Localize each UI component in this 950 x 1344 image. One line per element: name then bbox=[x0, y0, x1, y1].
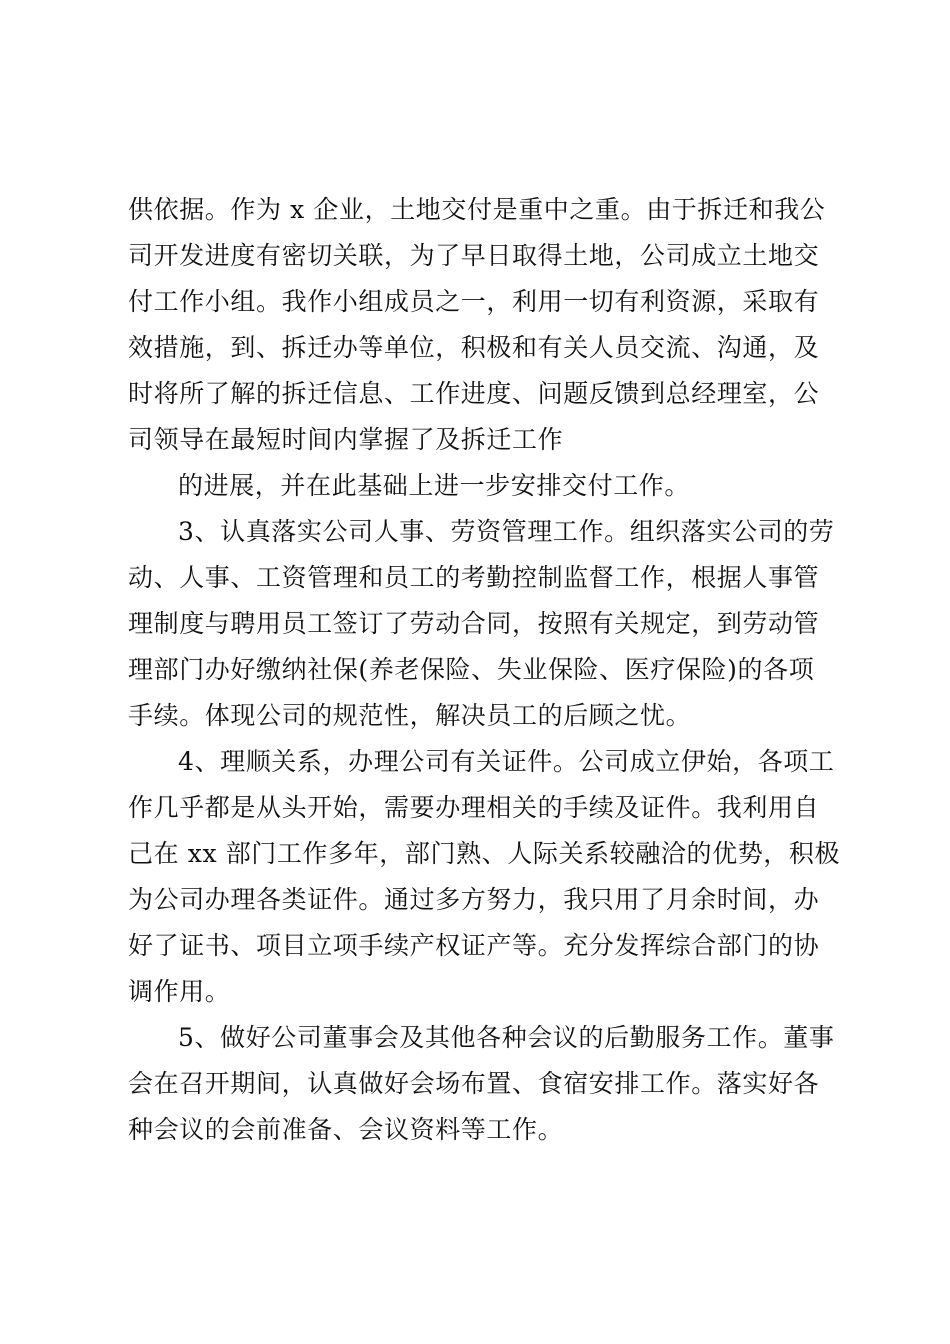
text-line: 的进展，并在此基础上进一步安排交付工作。 bbox=[178, 471, 691, 500]
text-line: 调作用。 bbox=[128, 977, 231, 1006]
text-line: 手续。体现公司的规范性，解决员工的后顾之忧。 bbox=[128, 701, 692, 730]
text-line: 作几乎都是从头开始，需要办理相关的手续及证件。我利用自 bbox=[128, 793, 820, 822]
text-line: 好了证书、项目立项手续产权证产等。充分发挥综合部门的协 bbox=[128, 931, 820, 960]
text-line: 种会议的会前准备、会议资料等工作。 bbox=[128, 1115, 564, 1144]
text-line: 己在 xx 部门工作多年，部门熟、人际关系较融洽的优势，积极 bbox=[128, 839, 841, 868]
text-line: 动、人事、工资管理和员工的考勤控制监督工作，根据人事管 bbox=[128, 563, 820, 592]
text-line: 会在召开期间，认真做好会场布置、食宿安排工作。落实好各 bbox=[128, 1069, 820, 1098]
paragraph-5-start: 5、做好公司董事会及其他各种会议的后勤服务工作。董事 bbox=[178, 1023, 835, 1052]
text-line: 司开发进度有密切关联，为了早日取得土地，公司成立土地交 bbox=[128, 241, 820, 270]
text-line: 时将所了解的拆迁信息、工作进度、问题反馈到总经理室，公 bbox=[128, 379, 820, 408]
text-line: 理部门办好缴纳社保(养老保险、失业保险、医疗保险)的各项 bbox=[128, 655, 815, 684]
text-line: 理制度与聘用员工签订了劳动合同，按照有关规定，到劳动管 bbox=[128, 609, 820, 638]
text-line: 供依据。作为 x 企业，土地交付是重中之重。由于拆迁和我公 bbox=[128, 195, 826, 224]
paragraph-3-start: 3、认真落实公司人事、劳资管理工作。组织落实公司的劳 bbox=[178, 517, 835, 546]
paragraph-4-start: 4、理顺关系，办理公司有关证件。公司成立伊始，各项工 bbox=[178, 747, 835, 776]
text-line: 司领导在最短时间内掌握了及拆迁工作 bbox=[128, 425, 564, 454]
text-line: 付工作小组。我作小组成员之一，利用一切有利资源，采取有 bbox=[128, 287, 820, 316]
text-line: 为公司办理各类证件。通过多方努力，我只用了月余时间，办 bbox=[128, 885, 820, 914]
text-line: 效措施，到、拆迁办等单位，积极和有关人员交流、沟通，及 bbox=[128, 333, 820, 362]
